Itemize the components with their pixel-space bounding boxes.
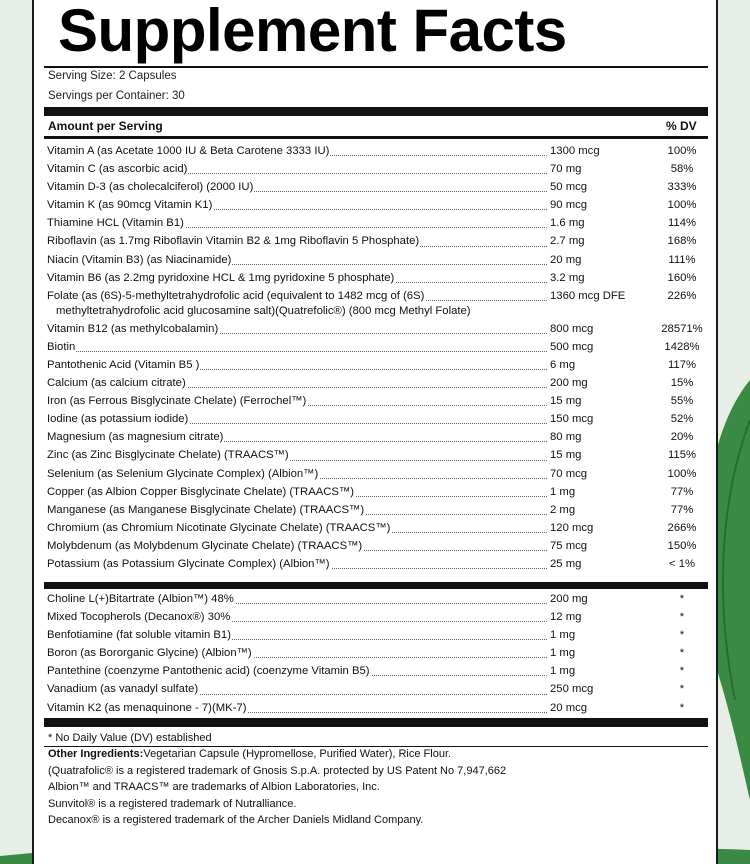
- nutrient-dv: 115%: [667, 449, 697, 462]
- nutrient-dv: *: [679, 629, 685, 642]
- nutrient-amount: 200 mg: [550, 593, 588, 605]
- nutrient-dv: *: [679, 647, 685, 660]
- nutrient-name: Vitamin B6 (as 2.2mg pyridoxine HCL & 1mg pyridoxine 5 phosphate): [47, 271, 395, 284]
- nutrient-name: Biotin: [47, 340, 76, 353]
- nutrient-name: Molybdenum (as Molybdenum Glycinate Chelate) (TRAACS™): [47, 539, 363, 552]
- nutrient-dv: 20%: [670, 431, 694, 444]
- nutrient-name: Pantothenic Acid (Vitamin B5 ): [47, 358, 200, 371]
- nutrient-amount: 70 mg: [550, 163, 582, 176]
- nutrient-dv: *: [679, 683, 685, 696]
- nutrient-dv: 58%: [670, 163, 694, 176]
- nutrient-amount: 800 mcg: [550, 322, 594, 335]
- top-rule: [44, 66, 708, 68]
- nutrient-amount: 1360 mcg DFE: [550, 289, 626, 302]
- amount-per-serving-header: Amount per Serving: [48, 119, 163, 133]
- nutrient-dv: 150%: [667, 539, 697, 552]
- nutrient-amount: 20 mg: [550, 253, 582, 266]
- nutrient-dv: 77%: [670, 503, 694, 516]
- nutrient-amount: 6 mg: [550, 358, 576, 371]
- nutrient-amount: 1 mg: [550, 485, 576, 498]
- nutrient-dv: *: [679, 665, 685, 678]
- nutrient-amount: 500 mcg: [550, 340, 594, 353]
- nutrient-amount: 50 mcg: [550, 181, 588, 194]
- supplement-facts-panel: [32, 0, 718, 864]
- nutrient-name: Vitamin A (as Acetate 1000 IU & Beta Carotene 3333 IU): [47, 145, 330, 157]
- nutrient-amount: 75 mcg: [550, 539, 588, 552]
- nutrient-dv: 111%: [668, 253, 696, 266]
- trademark-line: (Quatrafolic® is a registered trademark of Gnosis S.p.A. protected by US Patent No 7,947,662: [48, 764, 507, 777]
- nutrient-dv: *: [679, 593, 685, 605]
- nutrient-name: Boron (as Bororganic Glycine) (Albion™): [47, 647, 252, 660]
- nutrient-amount: 200 mg: [550, 377, 588, 390]
- nutrient-name: Vitamin D-3 (as cholecalciferol) (2000 IU): [47, 181, 254, 194]
- nutrient-name: Vitamin K2 (as menaquinone - 7)(MK-7): [47, 701, 247, 714]
- nutrient-amount: 25 mg: [550, 557, 582, 570]
- nutrient-amount: 12 mg: [550, 611, 582, 624]
- nutrient-dv: 114%: [667, 217, 697, 230]
- nutrient-name: Vitamin C (as ascorbic acid): [47, 163, 188, 176]
- nutrient-name: Niacin (Vitamin B3) (as Niacinamide): [47, 253, 232, 266]
- nutrient-amount: 70 mcg: [550, 467, 588, 480]
- nutrient-list: [47, 142, 703, 573]
- nutrient-dv: 168%: [667, 235, 697, 248]
- thick-rule-bottom: [44, 718, 708, 727]
- nutrient-dv: 266%: [667, 521, 697, 534]
- nutrient-name: Vitamin B12 (as methylcobalamin): [47, 322, 219, 335]
- nutrient-dv: 77%: [670, 485, 694, 498]
- nutrient-dv: 100%: [667, 467, 697, 480]
- nutrient-amount: 90 mcg: [550, 199, 588, 212]
- nutrient-name: Folate (as (6S)-5-methyltetrahydrofolic acid (equivalent to 1482 mcg of (6S): [47, 289, 425, 302]
- nutrient-dv: 117%: [667, 358, 697, 371]
- nutrient-amount: 250 mcg: [550, 683, 594, 696]
- other-nutrient-list: [47, 590, 700, 717]
- nutrient-dv: 160%: [667, 271, 697, 284]
- servings-per-container: Servings per Container: 30: [48, 90, 185, 102]
- nutrient-dv: 55%: [670, 395, 694, 408]
- nutrient-name: Iodine (as potassium iodide): [47, 413, 189, 426]
- nutrient-name: Calcium (as calcium citrate): [47, 377, 186, 390]
- nutrient-amount: 1300 mcg: [550, 145, 600, 157]
- nutrient-name: Vitamin K (as 90mcg Vitamin K1): [47, 199, 213, 212]
- nutrient-amount: 3.2 mg: [550, 271, 585, 284]
- nutrient-amount: 120 mcg: [550, 521, 594, 534]
- nutrient-amount: 150 mcg: [550, 413, 594, 426]
- nutrient-name: Zinc (as Zinc Bisglycinate Chelate) (TRAACS™): [47, 449, 289, 462]
- nutrient-dv: 226%: [667, 289, 697, 302]
- dv-header: % DV: [666, 119, 697, 133]
- nutrient-dv: *: [679, 611, 685, 624]
- nutrient-amount: 1.6 mg: [550, 217, 585, 230]
- footnote-rule: [44, 746, 708, 747]
- thick-rule-header: [44, 107, 708, 116]
- nutrient-name: Copper (as Albion Copper Bisglycinate Chelate) (TRAACS™): [47, 485, 355, 498]
- nutrient-name: Iron (as Ferrous Bisglycinate Chelate) (Ferrochel™): [47, 395, 307, 408]
- footnote: * No Daily Value (DV) established: [48, 732, 212, 744]
- nutrient-dv: < 1%: [668, 557, 696, 570]
- nutrient-amount: 15 mg: [550, 395, 582, 408]
- thick-rule-middle: [44, 582, 708, 589]
- nutrient-amount: 2.7 mg: [550, 235, 585, 248]
- trademark-line: Decanox® is a registered trademark of the Archer Daniels Midland Company.: [48, 814, 424, 827]
- other-ingredients-text: Vegetarian Capsule (Hypromellose, Purified Water), Rice Flour.: [143, 748, 452, 761]
- nutrient-amount: 80 mg: [550, 431, 582, 444]
- footer: [48, 730, 506, 828]
- nutrient-name: Potassium (as Potassium Glycinate Complex) (Albion™): [47, 557, 330, 570]
- nutrient-name: Benfotiamine (fat soluble vitamin B1): [47, 629, 231, 642]
- nutrient-amount: 2 mg: [550, 503, 576, 516]
- nutrient-name: Manganese (as Manganese Bisglycinate Chelate) (TRAACS™): [47, 503, 365, 516]
- nutrient-name: Thiamine HCL (Vitamin B1): [47, 217, 184, 230]
- serving-size: Serving Size: 2 Capsules: [48, 70, 177, 82]
- nutrient-name: Vanadium (as vanadyl sulfate): [47, 683, 199, 696]
- nutrient-dv: 52%: [670, 413, 694, 426]
- nutrient-name: Chromium (as Chromium Nicotinate Glycinate Chelate) (TRAACS™): [47, 521, 391, 534]
- nutrient-dv: 100%: [667, 145, 697, 157]
- nutrient-dv: 333%: [667, 181, 697, 194]
- nutrient-amount: 1 mg: [550, 629, 576, 642]
- other-ingredients: [48, 746, 506, 762]
- nutrient-name: Pantethine (coenzyme Pantothenic acid) (coenzyme Vitamin B5): [47, 665, 370, 678]
- nutrient-amount: 20 mcg: [550, 701, 588, 714]
- trademark-line: Sunvitol® is a registered trademark of Nutralliance.: [48, 797, 297, 810]
- nutrient-name: Mixed Tocopherols (Decanox®) 30%: [47, 611, 231, 624]
- nutrient-name-line2: methyltetrahydrofolic acid glucosamine salt)(Quatrefolic®) (800 mcg Methyl Folate): [56, 302, 471, 320]
- other-ingredients-label: Other Ingredients:: [48, 748, 144, 761]
- nutrient-name: Magnesium (as magnesium citrate): [47, 431, 224, 444]
- nutrient-dv: 100%: [667, 199, 697, 212]
- nutrient-dv: 28571%: [661, 322, 703, 335]
- nutrient-dv: 1428%: [664, 340, 700, 353]
- nutrient-name: Choline L(+)Bitartrate (Albion™) 48%: [47, 593, 234, 605]
- page-title: Supplement Facts: [58, 0, 567, 64]
- trademark-line: Albion™ and TRAACS™ are trademarks of Albion Laboratories, Inc.: [48, 781, 380, 794]
- nutrient-name: Riboflavin (as 1.7mg Riboflavin Vitamin B2 & 1mg Riboflavin 5 Phosphate): [47, 235, 420, 248]
- nutrient-dv: *: [679, 701, 685, 714]
- nutrient-name: Selenium (as Selenium Glycinate Complex) (Albion™): [47, 467, 319, 480]
- nutrient-amount: 15 mg: [550, 449, 582, 462]
- nutrient-amount: 1 mg: [550, 665, 576, 678]
- nutrient-amount: 1 mg: [550, 647, 576, 660]
- nutrient-dv: 15%: [670, 377, 694, 390]
- rule-under-header: [44, 136, 708, 139]
